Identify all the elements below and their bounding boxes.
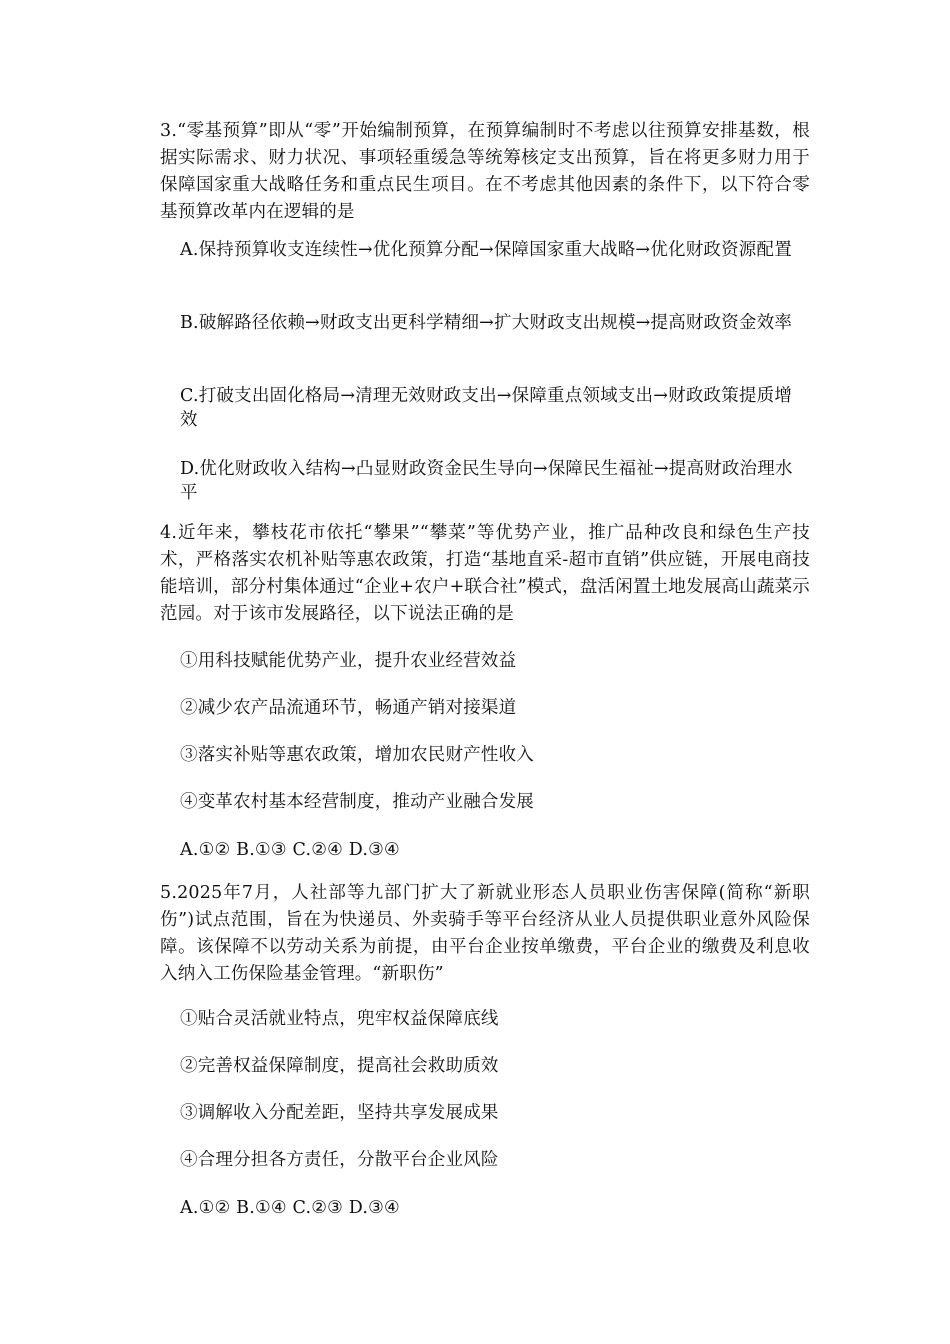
question-3-option-d: D.优化财政收入结构→凸显财政资金民生导向→保障民生福祉→提高财政治理水平	[180, 459, 793, 503]
question-4-statement-1: ①用科技赋能优势产业，提升农业经营效益	[180, 651, 517, 671]
question-5-statement-2: ②完善权益保障制度，提高社会救助质效	[180, 1056, 499, 1076]
question-5-statement-1: ①贴合灵活就业特点，兜牢权益保障底线	[180, 1009, 499, 1029]
question-4-statement-2: ②减少农产品流通环节，畅通产销对接渠道	[180, 698, 517, 718]
question-4-choices: A.①② B.①③ C.②④ D.③④	[180, 840, 400, 860]
question-4-statement-3: ③落实补贴等惠农政策，增加农民财产性收入	[180, 745, 534, 765]
question-3-stem: 3.“零基预算”即从“零”开始编制预算，在预算编制时不考虑以往预算安排基数，根据实际需求、财力状况、事项轻重缓急等统筹核定支出预算，旨在将更多财力用于保障国家重大战略任务和重点民生项目。在不考虑其他因素的条件下，以下符合零基预算改革内在逻辑的是	[160, 121, 810, 222]
question-4-statement-4: ④变革农村基本经营制度，推动产业融合发展	[180, 792, 534, 812]
question-5-statement-3: ③调解收入分配差距，坚持共享发展成果	[180, 1103, 499, 1123]
question-4-stem: 4.近年来，攀枝花市依托“攀果”“攀菜”等优势产业，推广品种改良和绿色生产技术，严格落实农机补贴等惠农政策，打造“基地直采-超市直销”供应链，开展电商技能培训，部分村集体通过“企业+农户+联合社”模式，盘活闲置土地发展高山蔬菜示范园。对于该市发展路径，以下说法正确的是	[160, 523, 810, 624]
question-3-option-b: B.破解路径依赖→财政支出更科学精细→扩大财政支出规模→提高财政资金效率	[180, 313, 793, 333]
question-5-choices: A.①② B.①④ C.②③ D.③④	[180, 1198, 400, 1218]
question-5-stem: 5.2025年7月，人社部等九部门扩大了新就业形态人员职业伤害保障(简称“新职伤”)试点范围，旨在为快递员、外卖骑手等平台经济从业人员提供职业意外风险保障。该保障不以劳动关系为前提，由平台企业按单缴费，平台企业的缴费及利息收入纳入工伤保险基金管理。“新职伤”	[160, 883, 810, 984]
question-5-statement-4: ④合理分担各方责任，分散平台企业风险	[180, 1150, 499, 1170]
question-3-option-a: A.保持预算收支连续性→优化预算分配→保障国家重大战略→优化财政资源配置	[180, 240, 792, 260]
question-3-option-c: C.打破支出固化格局→清理无效财政支出→保障重点领域支出→财政政策提质增效	[180, 386, 793, 430]
